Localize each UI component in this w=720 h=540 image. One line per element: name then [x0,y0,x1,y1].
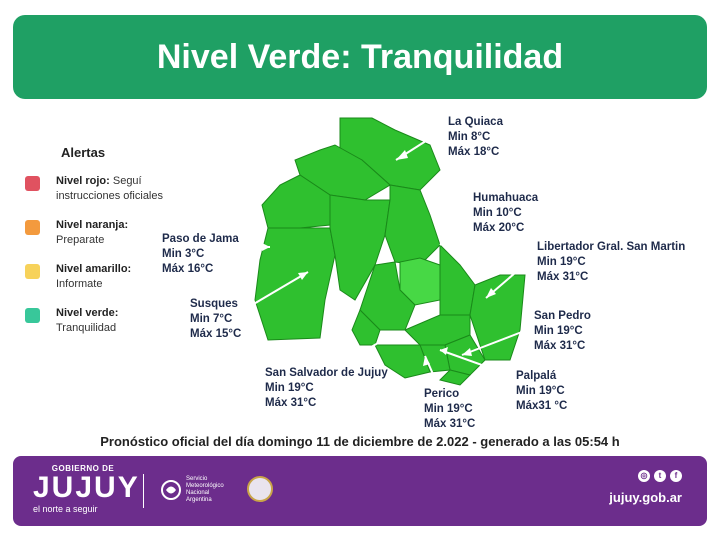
legend-desc: Tranquilidad [56,322,117,334]
region-humahuaca [385,185,440,265]
legend-desc: Seguí instrucciones oficiales [56,175,163,202]
footer-banner [13,456,707,526]
arrowhead-san-salvador [382,335,392,344]
legend-desc: Informate [56,278,103,290]
social-links[interactable] [638,470,682,482]
legend-label: Nivel naranja: [56,219,129,231]
city-libertador: Libertador Gral. San Martin Min 19°C Máx 31°C [537,241,686,283]
city-la-quiaca: La Quiaca Min 8°C Máx 18°C [448,116,503,158]
smn-logo: Servicio Meteorológico Nacional Argentina [160,476,224,504]
legend-label: Nivel amarillo: [56,263,132,275]
legend-label: Nivel verde: [56,307,119,319]
city-san-salvador: San Salvador de Jujuy Min 19°C Máx 31°C [265,367,388,409]
forecast-caption: Pronóstico oficial del día domingo 11 de diciembre de 2.022 - generado a las 05:54 h [100,434,620,449]
divider [143,474,144,508]
legend-label: Nivel rojo: [56,175,110,187]
city-paso-de-jama: Paso de Jama Min 3°C Máx 16°C [162,233,239,275]
facebook-icon[interactable]: f [670,470,682,482]
region-susques [255,228,335,340]
smn-icon [160,479,182,501]
gobierno-jujuy-logo: GOBIERNO DE JUJUY el norte a seguir [33,464,140,514]
page-title: Nivel Verde: Tranquilidad [156,37,564,76]
instagram-icon[interactable]: ◎ [638,470,650,482]
twitter-icon[interactable]: t [654,470,666,482]
legend-title: Alertas [61,145,106,160]
legend-desc: Preparate [56,234,105,246]
city-humahuaca: Humahuaca Min 10°C Máx 20°C [473,192,539,234]
region-valle-grande [440,245,475,315]
provincial-seal-icon [247,476,273,502]
website-link[interactable]: jujuy.gob.ar [609,490,682,505]
city-susques: Susques Min 7°C Máx 15°C [190,298,242,340]
city-san-pedro: San Pedro Min 19°C Máx 31°C [534,310,591,352]
city-palpala: Palpalá Min 19°C Máx31 °C [516,370,568,412]
city-perico: Perico Min 19°C Máx 31°C [424,388,476,430]
